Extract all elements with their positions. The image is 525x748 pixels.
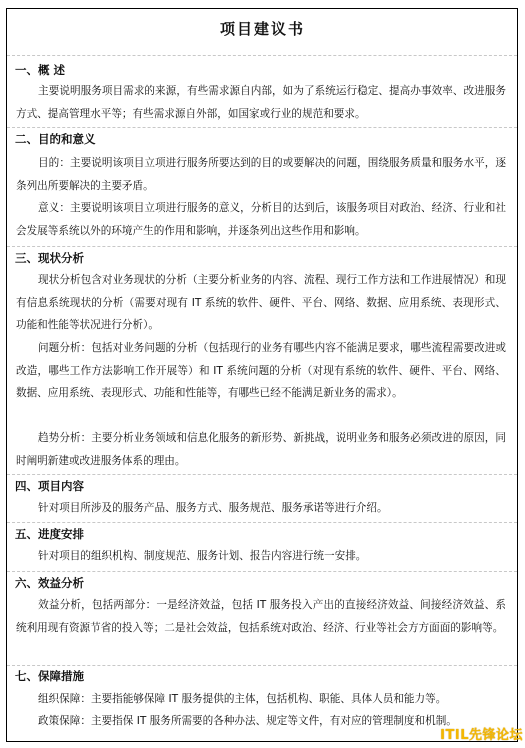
forum-watermark: ITIL先锋论坛: [440, 728, 523, 743]
section-divider: [7, 665, 517, 666]
section-heading-overview: 一、概 述: [15, 63, 66, 77]
section-heading-purpose: 二、目的和意义: [15, 132, 96, 146]
section-paragraph: 趋势分析：主要分析业务领域和信息化服务的新形势、新挑战，说明业务和服务必须改进的原因，同时阐明新建或改进服务体系的理由。: [16, 432, 506, 467]
section-heading-guarantee: 七、保障措施: [15, 669, 84, 683]
section-paragraph: 效益分析，包括两部分：一是经济效益，包括 IT 服务投入产出的直接经济效益、间接经济效益、系统利用现有资源节省的投入等；二是社会效益，包括系统对政治、经济、行业等社会方方面面的影响等。: [16, 599, 506, 634]
section-divider: [7, 522, 517, 523]
section-paragraph: 主要说明服务项目需求的来源，有些需求源自内部，如为了系统运行稳定、提高办事效率、改进服务方式、提高管理水平等；有些需求源自外部，如国家或行业的规范和要求。: [16, 85, 506, 120]
section-paragraph: 政策保障：主要指保 IT 服务所需要的各种办法、规定等文件，有对应的管理制度和机制。: [38, 715, 457, 727]
section-paragraph: 针对项目的组织机构、制度规范、服务计划、报告内容进行统一安排。: [38, 550, 367, 562]
section-heading-benefit: 六、效益分析: [15, 576, 84, 590]
section-heading-schedule: 五、进度安排: [15, 527, 84, 541]
section-divider: [7, 55, 517, 56]
section-paragraph: 现状分析包含对业务现状的分析（主要分析业务的内容、流程、现行工作方法和工作进展情况）和现有信息系统现状的分析（需要对现有 IT 系统的软件、硬件、平台、网络、数据、应用系统、表现形式、功能和性能等状况进行分析）。: [16, 274, 506, 331]
section-paragraph: 目的：主要说明该项目立项进行服务所要达到的目的或要解决的问题，围绕服务质量和服务水平，逐条列出所要解决的主要矛盾。: [16, 157, 506, 192]
document-title: 项目建议书: [219, 20, 305, 38]
section-divider: [7, 127, 517, 128]
section-paragraph: 问题分析：包括对业务问题的分析（包括现行的业务有哪些内容不能满足要求，哪些流程需要改进或改造，哪些工作方法影响工作开展等）和 IT 系统问题的分析（对现有系统的软件、硬件、平台、网络、数据、应用系统、表现形式、功能和性能等，有哪些已经不能满足新业务的需求）。: [16, 342, 506, 399]
section-divider: [7, 571, 517, 572]
section-heading-content: 四、项目内容: [15, 479, 84, 493]
section-divider: [7, 246, 517, 247]
section-paragraph: 针对项目所涉及的服务产品、服务方式、服务规范、服务承诺等进行介绍。: [38, 502, 388, 514]
section-divider: [7, 474, 517, 475]
section-heading-status: 三、现状分析: [15, 251, 84, 265]
section-paragraph: 组织保障：主要指能够保障 IT 服务提供的主体，包括机构、职能、具体人员和能力等。: [38, 693, 447, 705]
section-paragraph: 意义：主要说明该项目立项进行服务的意义，分析目的达到后，该服务项目对政治、经济、行业和社会发展等系统以外的环境产生的作用和影响，并逐条列出这些作用和影响。: [16, 202, 506, 237]
